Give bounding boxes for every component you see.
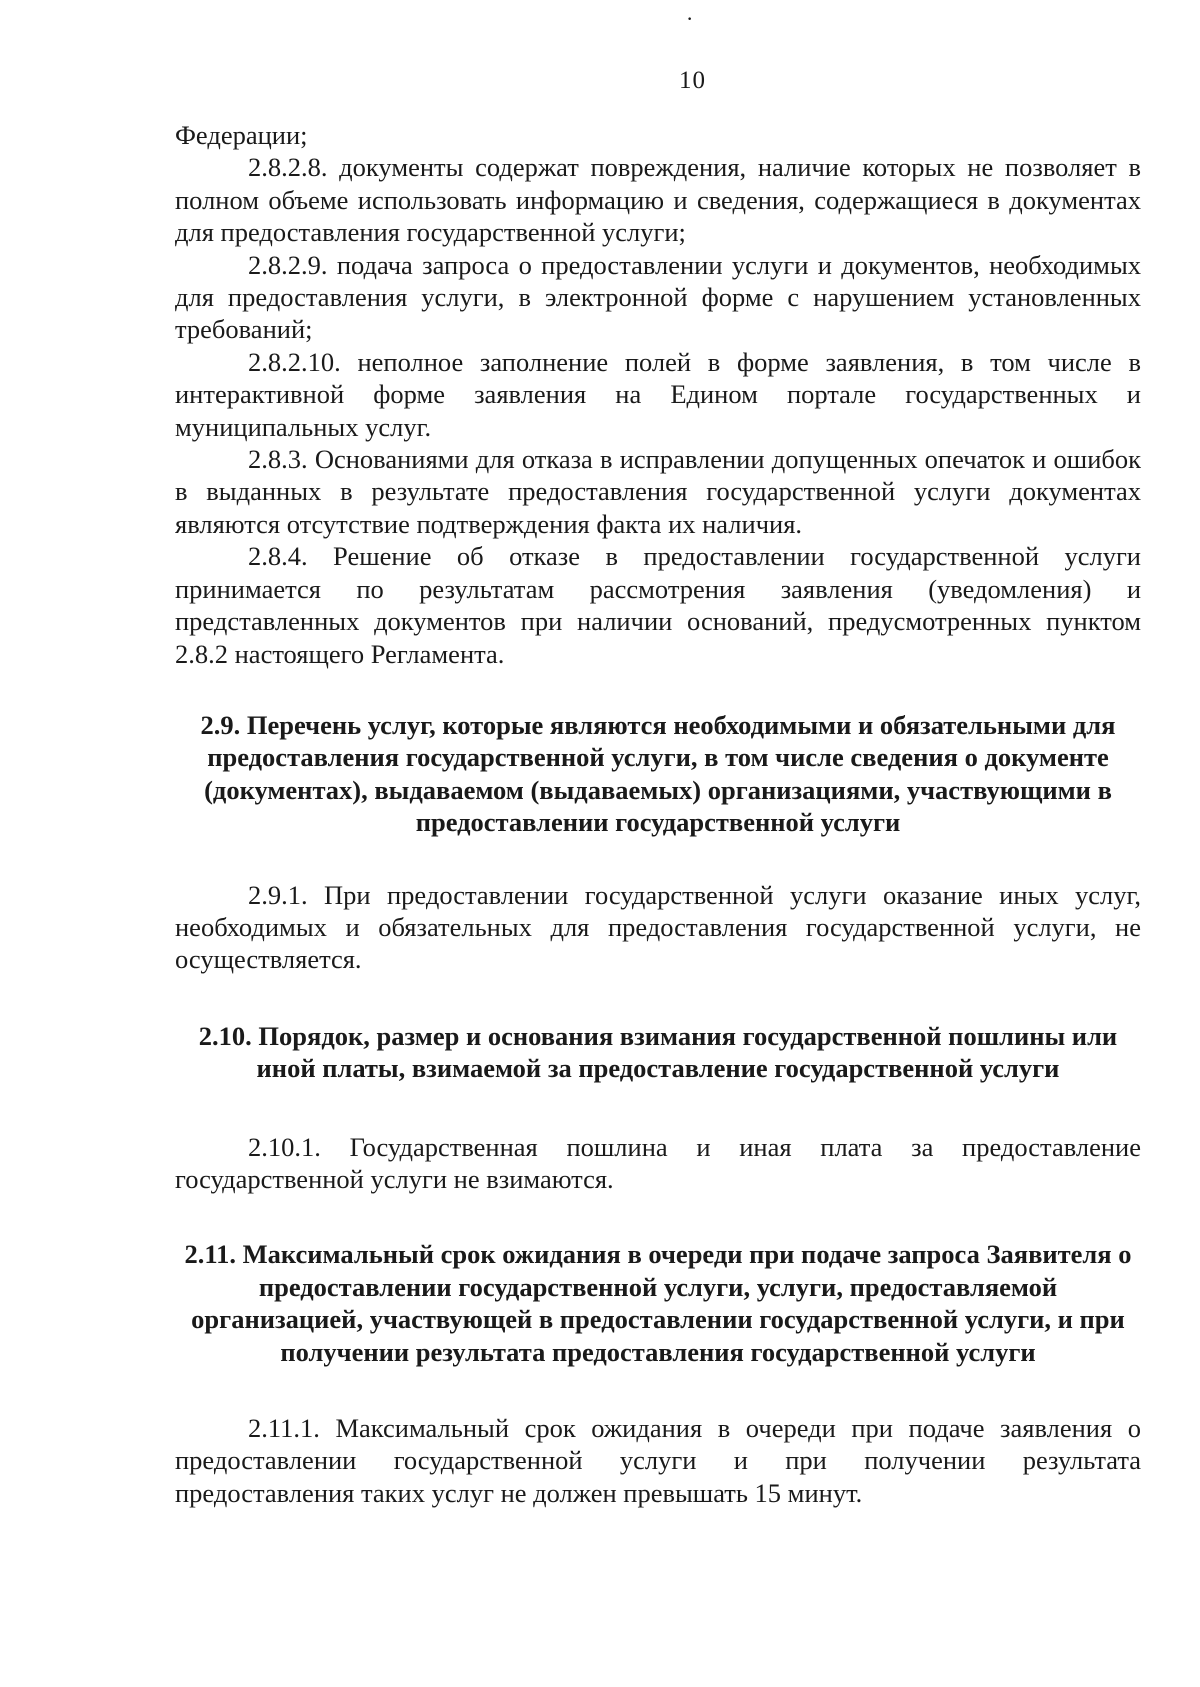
section-heading-2-11: 2.11. Максимальный срок ожидания в очереди при подаче запроса Заявителя о предоставлении государственной услуги, услуги, предоставляемой организацией, участвующей в предоставлении государственной услуги, и при получении результата предоставления государственной услуги [184,1239,1132,1367]
paragraph-2-10-1: 2.10.1. Государственная пошлина и иная плата за предоставление государственной услуги не взимаются. [175,1131,1141,1194]
paragraph-2-9-1: 2.9.1. При предоставлении государственной услуги оказание иных услуг, необходимых и обязательных для предоставления государственной услуги, не осуществляется. [175,879,1141,975]
paragraph-2-11-1: 2.11.1. Максимальный срок ожидания в очереди при подаче заявления о предоставлении государственной услуги и при получении результата предоставления таких услуг не должен превышать 15 минут. [175,1413,1141,1508]
paragraph-2-8-2-9: 2.8.2.9. подача запроса о предоставлении услуги и документов, необходимых для предоставления услуги, в электронной форме с нарушением установленных требований; [175,249,1141,345]
paragraph-2-8-4: 2.8.4. Решение об отказе в предоставлении государственной услуги принимается по результатам рассмотрения заявления (уведомления) и представленных документов при наличии оснований, предусмотренных пунктом 2.8.2 настоящего Регламента. [175,541,1141,669]
spacer [175,839,1141,879]
paragraph-continuation: Федерации; [175,120,308,150]
spacer [175,670,1141,709]
top-mark: · [686,6,694,31]
spacer [175,1368,1141,1412]
paragraph-2-8-2-10: 2.8.2.10. неполное заполнение полей в форме заявления, в том числе в интерактивной форме заявления на Едином портале государственных и муниципальных услуг. [175,346,1141,442]
spacer [175,1195,1141,1238]
spacer [175,976,1141,1020]
paragraph-2-8-2-8: 2.8.2.8. документы содержат повреждения, наличие которых не позволяет в полном объеме использовать информацию и сведения, содержащиеся в документах для предоставления государственной услуги; [175,152,1141,248]
paragraph-2-8-3: 2.8.3. Основаниями для отказа в исправлении допущенных опечаток и ошибок в выданных в результате предоставления государственной услуги документах являются отсутствие подтверждения факта их наличия. [175,444,1141,539]
page-number: 10 [679,67,706,94]
spacer [175,1085,1141,1131]
section-heading-2-9: 2.9. Перечень услуг, которые являются необходимыми и обязательными для предоставления государственной услуги, в том числе сведения о документе (документах), выдаваемом (выдаваемых) организациями, участвующими в предоставлении государственной услуги [200,709,1116,838]
section-heading-2-10: 2.10. Порядок, размер и основания взимания государственной пошлины или иной платы, взимаемой за предоставление государственной услуги [198,1020,1118,1084]
document-body [175,119,1141,1509]
